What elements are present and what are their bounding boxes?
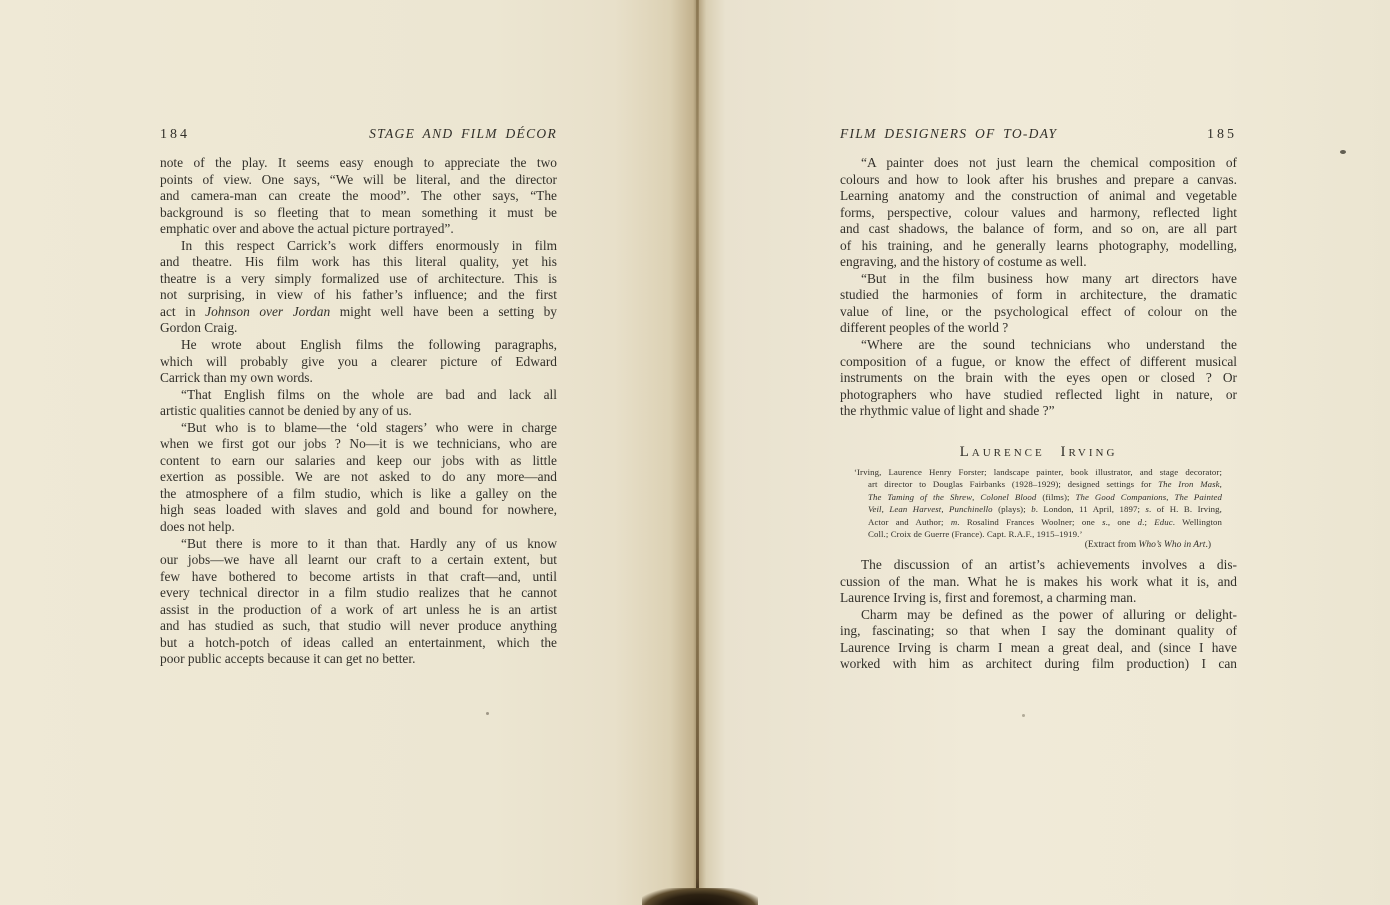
text-run: . of H. B. Irving, — [1149, 504, 1222, 515]
page-number-right: 185 — [1207, 127, 1237, 142]
text-line: which will probably give you a clearer picture of Edward — [160, 353, 557, 369]
italic-text-run: Punchinello — [949, 504, 993, 515]
text-line: our jobs—we have all learnt our craft to a certain extent, but — [160, 552, 557, 568]
body-text-left — [160, 155, 557, 668]
text-line: theatre is a very simply formalized use of architecture. This is — [160, 270, 557, 286]
text-run: (films); — [1036, 491, 1076, 502]
text-line: does not help. — [160, 519, 235, 535]
text-line: not surprising, in view of his father’s influence; and the first — [160, 287, 557, 303]
text-line: colours and how to look after his brushes and prepare a canvas. — [840, 171, 1237, 187]
text-line: “That English films on the whole are bad and lack all — [181, 386, 557, 402]
text-line: Learning anatomy and the construction of animal and vegetable — [840, 188, 1237, 204]
italic-text-run: Colonel Blood — [980, 491, 1037, 502]
text-line: “But who is to blame—the ‘old stagers’ who were in charge — [181, 419, 557, 435]
biography-note — [854, 466, 1222, 540]
running-head-right — [840, 126, 1237, 143]
text-run: . Rosalind Frances Woolner; one — [957, 516, 1103, 527]
page-number-left: 184 — [160, 127, 190, 142]
running-title-right: FILM DESIGNERS OF TO-DAY — [840, 126, 1058, 141]
italic-text-run: d — [1137, 516, 1143, 527]
text-line: engraving, and the history of costume as well. — [840, 254, 1087, 270]
text-line: worked with him as architect during film production) I can — [840, 656, 1237, 672]
running-title-left: STAGE AND FILM DÉCOR — [369, 126, 557, 141]
italic-text-run: s — [1145, 504, 1150, 515]
text-line: value of line, or the psychological effect of colour on the — [840, 303, 1237, 319]
text-line: poor public accepts because it can get no better. — [160, 651, 416, 667]
text-line: note of the play. It seems easy enough to appreciate the two — [160, 155, 557, 170]
book-gutter-line — [696, 0, 699, 905]
paragraph — [160, 155, 557, 238]
italic-text-run: The Iron Mask — [1158, 479, 1220, 490]
text-line: forms, perspective, colour values and harmony, reflected light — [840, 204, 1237, 220]
text-line: Gordon Craig. — [160, 320, 238, 336]
italic-text-run: Who’s Who in Art — [1138, 540, 1206, 550]
text-line: high seas loaded with slaves and gold and bound for nowhere, — [160, 502, 557, 518]
text-line: He wrote about English films the following paragraphs, — [181, 337, 557, 353]
text-run: (plays); — [992, 504, 1032, 515]
text-line: Carrick than my own words. — [160, 370, 313, 386]
italic-text-run: b — [1031, 504, 1036, 515]
text-line: “But there is more to it than that. Hardly any of us know — [181, 535, 557, 551]
running-head-left — [160, 126, 557, 143]
text-line: Laurence Irving is charm I mean a great deal, and (since I have — [840, 639, 1237, 655]
text-run: , — [881, 504, 890, 515]
text-line: exertion as possible. We are not asked to do any more—and — [160, 469, 557, 485]
paragraph — [160, 337, 557, 387]
text-run: , — [1166, 491, 1175, 502]
text-line — [854, 491, 1222, 503]
paragraph — [854, 466, 1222, 540]
text-line: ing, fascinating; so that when I say the dominant quality of — [840, 623, 1237, 639]
italic-text-run: Johnson over Jordan — [205, 303, 331, 319]
text-line: assist in the production of a work of art unless he is an artist — [160, 601, 557, 617]
text-line: “But in the film business how many art directors have — [861, 270, 1237, 286]
body-text-right-bottom — [840, 557, 1237, 673]
text-line: when we first got our jobs ? No—it is we technicians, who are — [160, 436, 557, 452]
paper-speck — [1340, 150, 1346, 154]
paragraph — [840, 271, 1237, 337]
paragraph — [160, 387, 557, 420]
text-line: artistic qualities cannot be denied by any of us. — [160, 403, 412, 419]
text-line: few have bothered to become artists in that craft—and, until — [160, 568, 557, 584]
paper-speck — [486, 712, 489, 715]
text-line: photographers who have studied reflected light in nature, or — [840, 386, 1237, 402]
text-run: , — [1219, 479, 1222, 490]
text-line: and cast shadows, the balance of form, and so on, are all part — [840, 221, 1237, 237]
text-run: Actor and Author; — [868, 516, 951, 527]
text-line: and theatre. His film work has this literal quality, yet his — [160, 254, 557, 270]
text-line: of his training, and he generally learns photography, modelling, — [840, 237, 1237, 253]
text-line: different peoples of the world ? — [840, 320, 1009, 336]
italic-text-run: Lean Harvest — [889, 504, 942, 515]
text-run: (Extract from — [1084, 540, 1139, 550]
text-run: art director to Douglas Fairbanks (1928–1929); designed settings for — [868, 479, 1159, 490]
italic-text-run: The Painted — [1174, 491, 1222, 502]
text-run: , — [941, 504, 950, 515]
text-line: The discussion of an artist’s achievements involves a dis- — [861, 557, 1237, 572]
paragraph — [160, 536, 557, 668]
italic-text-run: Veil — [868, 504, 882, 515]
text-line: but a hotch-potch of ideas called an entertainment, which the — [160, 634, 557, 650]
text-run: . Wellington — [1172, 516, 1222, 527]
book-binding-shadow — [642, 888, 758, 905]
text-line: the atmosphere of a film studio, which is like a galley on the — [160, 485, 557, 501]
text-line: and has studied as such, that studio will never produce anything — [160, 618, 557, 634]
text-line: Laurence Irving is, first and foremost, a charming man. — [840, 590, 1137, 606]
text-line — [854, 516, 1222, 528]
extract-credit-line — [854, 540, 1221, 550]
italic-text-run: s — [1102, 516, 1106, 527]
text-run: act in — [160, 303, 206, 319]
text-line — [160, 304, 557, 321]
text-line: emphatic over and above the actual picture portrayed”. — [160, 221, 454, 237]
text-line — [854, 478, 1222, 490]
italic-text-run: The Good Companions — [1075, 491, 1167, 502]
text-run: . London, 11 April, 1897; — [1035, 504, 1146, 515]
text-line: instruments on the brain with the eyes open or closed ? Or — [840, 370, 1237, 386]
section-heading-laurence-irving: Laurence Irving — [959, 444, 1118, 460]
text-line: “A painter does not just learn the chemical composition of — [861, 155, 1237, 170]
text-run: , — [972, 491, 981, 502]
text-line: every technical director in a film studio realizes that he cannot — [160, 585, 557, 601]
text-line: “Where are the sound technicians who understand the — [861, 337, 1237, 353]
text-line: points of view. One says, “We will be literal, and the director — [160, 171, 557, 187]
text-line: composition of a fugue, or know the effect of different musical — [840, 353, 1237, 369]
paragraph — [840, 337, 1237, 420]
text-run: .; — [1142, 516, 1155, 527]
text-line: In this respect Carrick’s work differs enormously in film — [181, 237, 557, 253]
text-line: Coll.; Croix de Guerre (France). Capt. R.A.F., 1915–1919.’ — [868, 529, 1083, 540]
text-run: might well have been a setting by — [330, 303, 557, 319]
paper-speck — [1022, 714, 1025, 717]
text-line: content to earn our salaries and keep our jobs with as little — [160, 452, 557, 468]
paragraph — [840, 557, 1237, 607]
text-line: Charm may be defined as the power of alluring or delight- — [861, 606, 1237, 622]
text-line: and camera-man can create the mood”. The other says, “The — [160, 188, 557, 204]
text-line: cussion of the man. What he is makes his work what it is, and — [840, 573, 1237, 589]
text-line — [854, 503, 1222, 515]
paragraph — [840, 155, 1237, 271]
paragraph — [840, 607, 1237, 673]
body-text-right-top — [840, 155, 1237, 420]
text-run: .) — [1205, 540, 1211, 550]
italic-text-run: m — [950, 516, 958, 527]
text-line: background is so fleeting that to mean something it must be — [160, 204, 557, 220]
text-line: ‘Irving, Laurence Henry Forster; landscape painter, book illustrator, and stage decorator; — [854, 467, 1222, 477]
paragraph — [160, 238, 557, 337]
paragraph — [160, 420, 557, 536]
italic-text-run: Educ — [1154, 516, 1173, 527]
italic-text-run: The Taming of the Shrew — [868, 491, 973, 502]
text-run: ., one — [1105, 516, 1138, 527]
text-line: studied the harmonies of form in architecture, the dramatic — [840, 287, 1237, 303]
text-line: the rhythmic value of light and shade ?” — [840, 403, 1055, 419]
